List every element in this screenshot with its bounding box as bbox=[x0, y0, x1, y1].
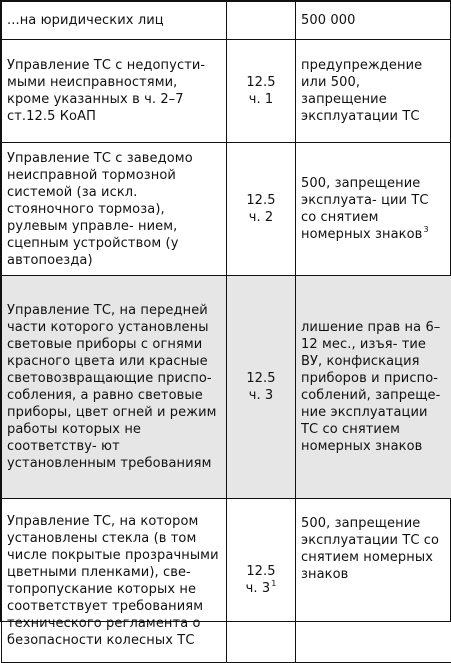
table-row bbox=[2, 40, 451, 143]
violation-text: Управление ТС с заведомо неисправной тормозной системой (за искл. стояночного тормоза), рулевым управле- нием, сцепным устройством (у автопоезда) bbox=[7, 151, 193, 268]
violation-cell bbox=[2, 499, 227, 663]
penalty-text: лишение прав на 6–12 мес., изъя- тие ВУ, конфискация приборов и приспо- соблений, запреще- ние эксплуатации ТС со снятием номерных знаков bbox=[301, 320, 440, 454]
article-cell bbox=[227, 276, 296, 499]
article-part: ч. 1 bbox=[249, 92, 274, 107]
article-number: 12.5 bbox=[246, 193, 275, 208]
penalty-cell bbox=[296, 276, 451, 499]
violation-cell bbox=[2, 2, 227, 40]
penalty-cell bbox=[296, 40, 451, 143]
article-cell bbox=[227, 2, 296, 40]
penalty-text: 500, запрещение эксплуатации ТС со снятием номерных знаков bbox=[301, 516, 439, 582]
article-number: 12.5 bbox=[246, 75, 275, 90]
violation-cell bbox=[2, 276, 227, 499]
table-row bbox=[2, 2, 451, 40]
violation-cell bbox=[2, 143, 227, 276]
violation-text: Управление ТС с недопусти- мыми неисправностями, кроме указанных в ч. 2–7 ст.12.5 КоАП bbox=[7, 58, 205, 124]
penalty-cell bbox=[296, 499, 451, 663]
article-cell bbox=[227, 499, 296, 663]
article-part: ч. 3 bbox=[249, 388, 274, 403]
violation-text: Управление ТС, на передней части которого установлены световые приборы с огнями красного цвета или красные световозвращающие приспо- собления, а равно световые приборы, цвет огней и режим работы которых не соответству- ют установленным требованиям bbox=[7, 303, 217, 471]
article-cell bbox=[227, 143, 296, 276]
article-number: 12.5 bbox=[246, 371, 275, 386]
penalty-cell bbox=[296, 2, 451, 40]
penalty-text: 500, запрещение эксплуата- ции ТС со снятием номерных знаков bbox=[301, 176, 429, 242]
article-number: 12.5 bbox=[246, 564, 275, 579]
article-superscript: 1 bbox=[271, 579, 276, 588]
violation-cell bbox=[2, 40, 227, 143]
table-row bbox=[2, 143, 451, 276]
violation-text: ...на юридических лиц bbox=[7, 13, 164, 28]
violations-table bbox=[1, 1, 451, 663]
penalty-text: 500 000 bbox=[301, 13, 355, 28]
table-row bbox=[2, 276, 451, 499]
penalty-cell bbox=[296, 143, 451, 276]
violation-text: Управление ТС, на котором установлены стекла (в том числе покрытые прозрачными цветными пленками), све- топропускание которых не соответствует требованиям технического регламента о безопасности колесных ТС bbox=[7, 514, 219, 648]
penalty-text: предупреждение или 500, запрещение эксплуатации ТС bbox=[301, 58, 422, 124]
table-row bbox=[2, 499, 451, 663]
article-cell bbox=[227, 40, 296, 143]
article-part: ч. 2 bbox=[249, 210, 274, 225]
article-part: ч. 3 bbox=[246, 581, 271, 596]
footnote-marker: 3 bbox=[423, 225, 428, 234]
